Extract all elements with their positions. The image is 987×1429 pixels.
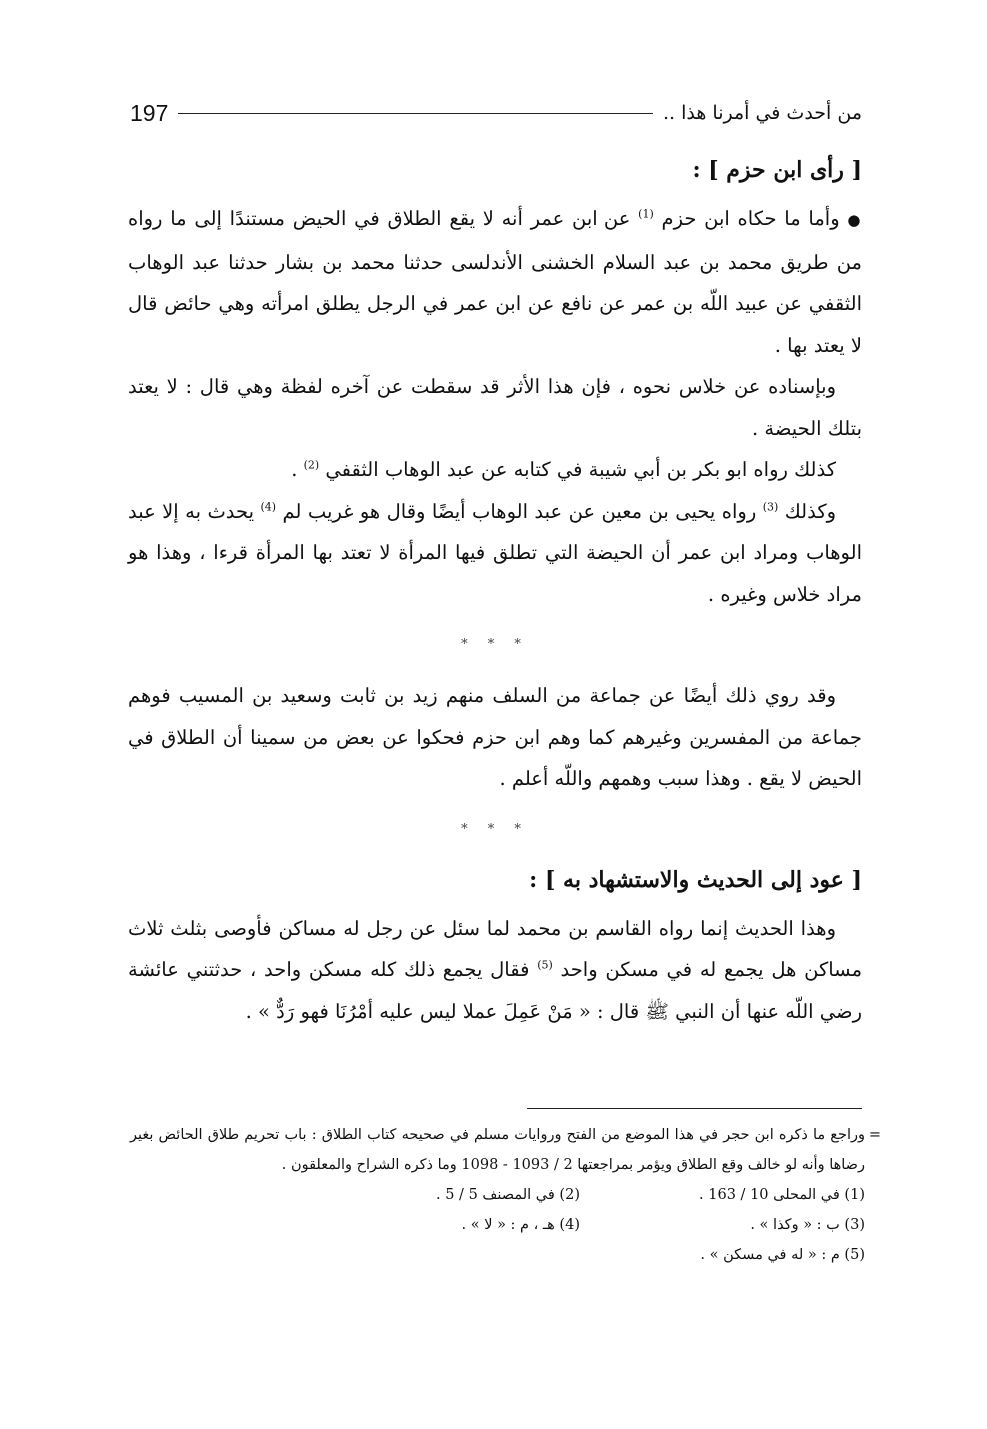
paragraph-4-text-a: وكذلك	[784, 499, 837, 523]
paragraph-3	[128, 449, 862, 491]
running-header	[130, 96, 862, 130]
paragraph-4-text-c: يحدث به إلا عبد الوهاب ومراد ابن عمر أن الحيضة التي تطلق فيها المرأة لا تعتد بها المرأة قرءا ، وهذا هو مراد خلاس وغيره .	[128, 499, 862, 606]
header-rule	[178, 113, 653, 114]
footnote-rule	[527, 1108, 862, 1109]
paragraph-6-text-a: وهذا الحديث إنما رواه القاسم بن محمد لما سئل عن رجل له مساكن فأوصى بثلث ثلاث مساكن هل يجمع له في مسكن واحد	[128, 916, 863, 981]
footnote-1: (1) في المحلى 10 / 163 .	[699, 1187, 865, 1203]
paragraph-1	[128, 198, 862, 366]
footnote-ref-2: (2)	[303, 458, 320, 472]
footnote-row	[130, 1210, 865, 1240]
paragraph-4	[128, 491, 862, 616]
continuation-mark: =	[868, 1127, 881, 1143]
section-heading-ibn-hazm: [ رأى ابن حزم ] :	[692, 157, 862, 183]
section-separator-2: * * *	[461, 821, 529, 837]
footnote-2: (2) في المصنف 5 / 5 .	[436, 1187, 580, 1203]
footnote-ref-4: (4)	[260, 500, 277, 513]
footnote-ref-5: (5)	[537, 958, 553, 972]
footnote-continuation-text: وراجع ما ذكره ابن حجر في هذا الموضع من الفتح وروايات مسلم في صحيحه كتاب الطلاق : باب تحريم طلاق الحائض بغير رضاها وأنه لو خالف وقع الطلاق ويؤمر بمراجعتها 2 / 1093 - 1098 وما ذكره الشراح والمعلقون .	[130, 1127, 865, 1173]
paragraph-4-text-b: رواه يحيى بن معين عن عبد الوهاب أيضًا وقال هو غريب لم	[282, 499, 757, 523]
paragraph-3-text-b: .	[291, 458, 298, 481]
footnote-ref-3: (3)	[762, 500, 779, 513]
footnote-ref-1: (1)	[638, 207, 654, 221]
footnote-continuation	[130, 1120, 881, 1180]
section-separator-1: * * *	[461, 637, 529, 652]
paragraph-6	[128, 908, 862, 1033]
footnote-3: (3) ب : « وكذا » .	[750, 1217, 865, 1233]
paragraph-1-text-b: عن ابن عمر أنه لا يقع الطلاق في الحيض مستندًا إلى ما رواه من طريق محمد بن عبد السلام الخشنى الأندلسى حدثنا محمد بن بشار حدثنا عبد الوهاب الثقفي عن عبيد اللّه بن عمر عن نافع عن ابن عمر في الرجل يطلق امرأته وهي حائض قال لا يعتد بها .	[128, 207, 862, 357]
bullet: ●	[847, 211, 863, 229]
paragraph-5: وقد روي ذلك أيضًا عن جماعة من السلف منهم زيد بن ثابت وسعيد بن المسيب فوهم جماعة من المفسرين وغيرهم كما وهم ابن حزم فحكوا عن بعض من سمينا أن الطلاق في الحيض لا يقع . وهذا سبب وهمهم واللّه أعلم .	[128, 684, 862, 790]
running-title: من أحدث في أمرنا هذا ..	[662, 102, 862, 124]
paragraph-1-text-a: وأما ما حكاه ابن حزم	[661, 207, 840, 230]
footnote-4: (4) هـ ، م : « لا » .	[461, 1217, 580, 1233]
footnote-row	[130, 1180, 865, 1210]
section-heading-return-to-hadith: [ عود إلى الحديث والاستشهاد به ] :	[529, 866, 862, 893]
paragraph-2: وبإسناده عن خلاس نحوه ، فإن هذا الأثر قد سقطت عن آخره لفظة وهي قال : لا يعتد بتلك الحيضة .	[128, 375, 862, 440]
footnote-5: (5) م : « له في مسكن » .	[700, 1247, 865, 1263]
footnote-row	[130, 1240, 865, 1270]
page-number: 197	[130, 99, 169, 126]
paragraph-3-text-a: كذلك رواه ابو بكر بن أبي شيبة في كتابه عن عبد الوهاب الثقفي	[325, 458, 836, 481]
footnotes	[130, 1120, 881, 1270]
main-text	[128, 150, 862, 1032]
paragraph-6-text-b: فقال يجمع ذلك كله مسكن واحد ، حدثتني عائشة رضي اللّه عنها أن النبي ﷺ قال : « مَنْ عَمِلَ عملا ليس عليه أمْرُنَا فهو رَدٌّ » .	[128, 958, 862, 1023]
